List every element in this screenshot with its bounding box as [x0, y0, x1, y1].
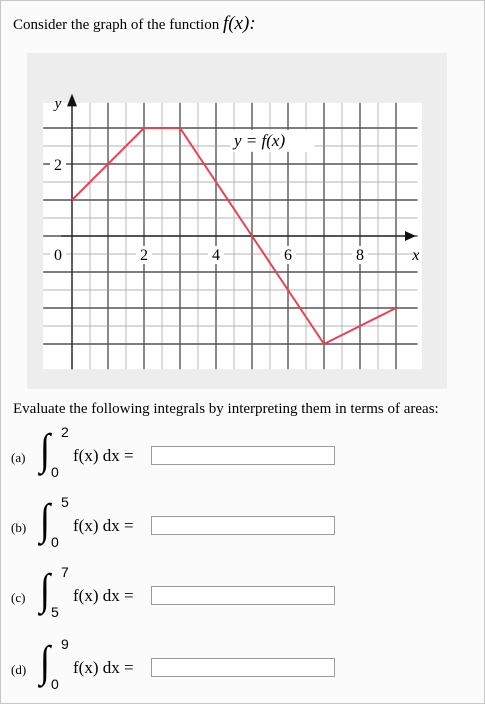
- lower-limit: 5: [51, 604, 59, 620]
- instructions-text: Evaluate the following integrals by interpreting them in terms of areas:: [13, 401, 439, 417]
- answer-input[interactable]: [151, 446, 335, 465]
- y-axis-label: y: [54, 96, 62, 113]
- intro-label: Consider the graph of the function: [13, 17, 223, 33]
- integral-sign: ∫: [39, 425, 51, 474]
- integrand: f(x) dx =: [73, 516, 134, 535]
- x-axis-label: x: [412, 247, 420, 264]
- y-axis-arrow: [67, 94, 77, 107]
- question-letter: (b): [11, 520, 27, 535]
- question-b: [11, 492, 371, 552]
- question-d: [11, 634, 371, 694]
- answer-input[interactable]: [151, 516, 335, 535]
- question-letter: (a): [11, 450, 26, 465]
- x-tick-label: 0: [54, 247, 62, 264]
- question-letter: (c): [11, 590, 26, 605]
- graph-svg: [27, 53, 447, 389]
- question-letter: (d): [11, 662, 27, 677]
- question-a: [11, 422, 371, 482]
- x-tick-label: 6: [284, 247, 292, 264]
- upper-limit: 2: [61, 424, 69, 440]
- answer-input[interactable]: [151, 586, 335, 605]
- function-label: y = f(x): [234, 130, 286, 150]
- integrand: f(x) dx =: [73, 658, 134, 677]
- function-graph: [27, 53, 447, 389]
- upper-limit: 9: [61, 636, 69, 652]
- lower-limit: 0: [51, 676, 59, 692]
- answer-input[interactable]: [151, 658, 335, 677]
- intro-text: [13, 13, 256, 35]
- intro-function: f(x):: [222, 13, 256, 34]
- lower-limit: 0: [51, 534, 59, 550]
- integrand: f(x) dx =: [73, 586, 134, 605]
- integral-sign: ∫: [39, 637, 51, 686]
- lower-limit: 0: [51, 464, 59, 480]
- integral-sign: ∫: [39, 495, 51, 544]
- integral-sign: ∫: [39, 565, 51, 614]
- x-tick-label: 8: [356, 247, 364, 264]
- x-tick-label: 2: [140, 247, 148, 264]
- question-c: [11, 562, 371, 622]
- upper-limit: 7: [61, 564, 69, 580]
- x-tick-label: 4: [212, 247, 220, 264]
- integrand: f(x) dx =: [73, 446, 134, 465]
- y-tick-label: 2: [54, 157, 62, 174]
- upper-limit: 5: [61, 494, 69, 510]
